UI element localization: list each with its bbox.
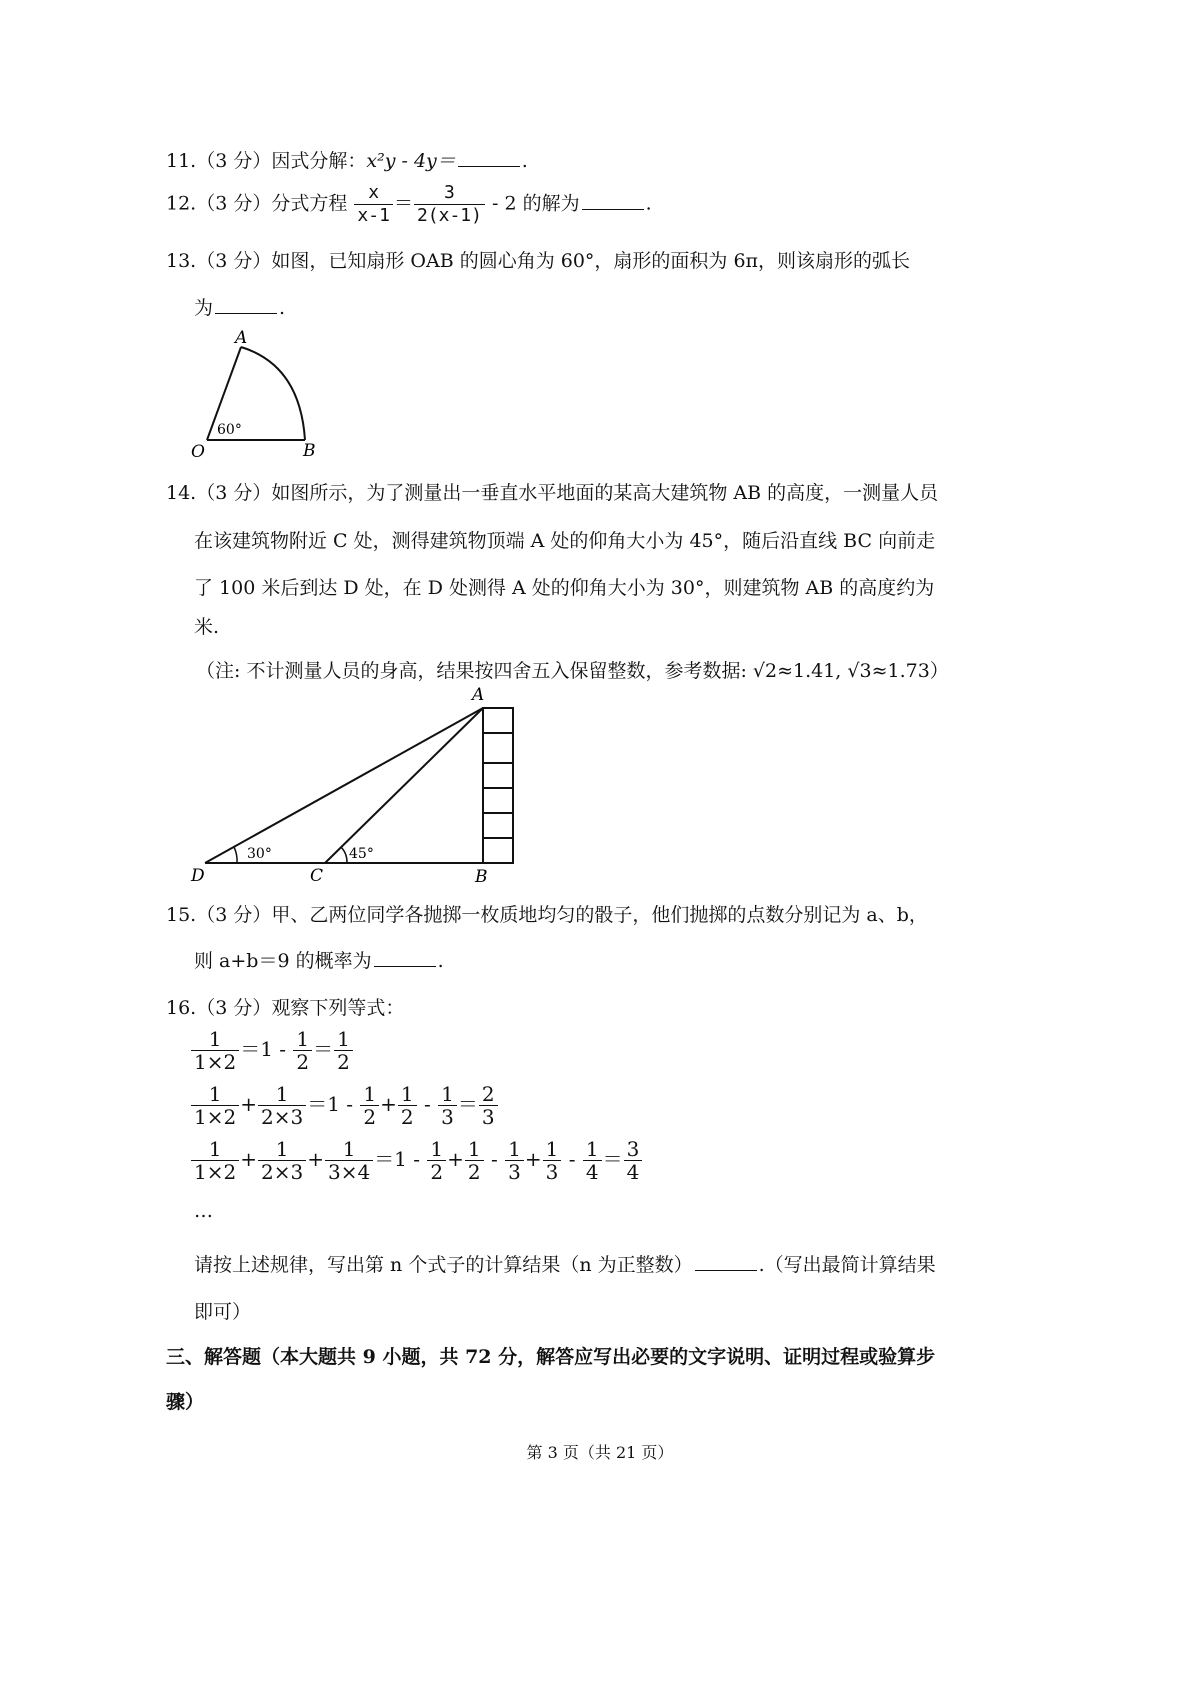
q13-sector-figure bbox=[185, 325, 325, 465]
q14-line3: 了 100 米后到达 D 处，在 D 处测得 A 处的仰角大小为 30°，则建筑物 AB 的高度约为 bbox=[194, 577, 935, 599]
q13-line1: 如图，已知扇形 OAB 的圆心角为 60°，扇形的面积为 6π，则该扇形的弧长 bbox=[271, 250, 911, 272]
question-16 bbox=[166, 993, 404, 1020]
q16-text: 观察下列等式： bbox=[271, 997, 405, 1019]
sector-arc bbox=[241, 347, 305, 440]
q12-answer-blank[interactable] bbox=[582, 191, 644, 210]
q14-line2: 在该建筑物附近 C 处，测得建筑物顶端 A 处的仰角大小为 45°，随后沿直线 BC 向前走 bbox=[194, 530, 936, 552]
q14-score: （3 分） bbox=[196, 482, 272, 504]
question-14 bbox=[166, 478, 938, 505]
q15-line2: 则 a+b＝9 的概率为 bbox=[194, 950, 372, 972]
question-11 bbox=[166, 146, 528, 173]
q14-line4: 米. bbox=[194, 616, 220, 638]
q11-text: 因式分解： bbox=[271, 150, 367, 172]
label-o: O bbox=[191, 442, 205, 462]
angle-30: 30° bbox=[247, 846, 272, 862]
question-15 bbox=[166, 900, 928, 927]
q16-number: 16. bbox=[166, 997, 197, 1019]
label-d: D bbox=[191, 866, 205, 886]
q16-line2: 即可） bbox=[194, 1301, 252, 1323]
line-da bbox=[205, 708, 483, 863]
q13-answer-blank[interactable] bbox=[215, 295, 277, 314]
q16-ellipsis: … bbox=[194, 1200, 213, 1222]
q16-answer-blank[interactable] bbox=[695, 1252, 757, 1271]
q11-answer-blank[interactable] bbox=[458, 148, 520, 167]
q15-answer-blank[interactable] bbox=[374, 948, 436, 967]
angle-arc-c bbox=[341, 847, 347, 863]
angle-45: 45° bbox=[349, 846, 374, 862]
q14-note: （注: 不计测量人员的身高，结果按四舍五入保留整数，参考数据: √2≈1.41, √3≈1.73） bbox=[196, 660, 949, 682]
q15-score: （3 分） bbox=[196, 904, 272, 926]
q12-fraction-left: $\frac{x}{x-1}$ bbox=[354, 182, 393, 227]
q12-equals: ＝ bbox=[393, 192, 413, 215]
q15-line1: 甲、乙两位同学各抛掷一枚质地均匀的骰子，他们抛掷的点数分别记为 a、b， bbox=[271, 904, 928, 926]
q16-line1-end: .（写出最简计算结果 bbox=[758, 1254, 936, 1276]
q14-number: 14. bbox=[166, 482, 197, 504]
page-footer: 第 3 页（共 21 页） bbox=[526, 1443, 674, 1462]
q11-expression: x²y - 4y＝ bbox=[366, 150, 456, 172]
q13-line2-wrap bbox=[194, 293, 285, 320]
q13-score: （3 分） bbox=[196, 250, 272, 272]
section3-heading-cont: 骤） bbox=[166, 1391, 205, 1413]
label-c: C bbox=[310, 866, 324, 886]
question-13 bbox=[166, 246, 910, 273]
label-a: A bbox=[472, 685, 485, 705]
q12-number: 12. bbox=[166, 192, 197, 215]
q12-tail: - 2 的解为 bbox=[492, 192, 580, 215]
building bbox=[483, 708, 513, 863]
question-12 bbox=[166, 182, 652, 227]
q16-score: （3 分） bbox=[196, 997, 272, 1019]
q11-score: （3 分） bbox=[196, 150, 272, 172]
q12-text: 分式方程 bbox=[271, 192, 348, 215]
q16-instruction bbox=[194, 1250, 936, 1277]
line-ca bbox=[325, 708, 483, 863]
q15-end: . bbox=[437, 950, 444, 972]
q13-line2: 为 bbox=[194, 297, 214, 319]
label-b: B bbox=[303, 441, 316, 461]
q13-end: . bbox=[279, 297, 286, 319]
q11-end: . bbox=[521, 150, 528, 172]
q14-building-figure bbox=[185, 683, 530, 888]
section3-heading: 三、解答题（本大题共 9 小题，共 72 分，解答应写出必要的文字说明、证明过程或验算步 bbox=[166, 1346, 936, 1368]
label-b: B bbox=[475, 867, 488, 887]
angle-arc-d bbox=[234, 847, 237, 863]
q11-number: 11. bbox=[166, 150, 197, 172]
q16-equation-2: $\frac{1}{1\times 2}$ + $\frac{1}{2\times 3}$ ＝1 - $\frac{1}{2}$ + $\frac{1}{2}$ - $\frac{1}{3}$ ＝ $\frac{2}{3}$ bbox=[190, 1083, 499, 1128]
q13-number: 13. bbox=[166, 250, 197, 272]
q15-line2-wrap bbox=[194, 946, 444, 973]
q14-line1: 如图所示，为了测量出一垂直水平地面的某高大建筑物 AB 的高度，一测量人员 bbox=[271, 482, 939, 504]
q16-equation-3: $\frac{1}{1\times 2}$ + $\frac{1}{2\times 3}$ + $\frac{1}{3\times 4}$ ＝1 - $\frac{1}{2}$ + $\frac{1}{2}$ - $\frac{1}{3}$ + $\frac{1}{3}$ - $\frac{1}{4}$ ＝ $\frac{3}{4}$ bbox=[190, 1138, 643, 1183]
angle-60: 60° bbox=[217, 422, 242, 438]
q15-number: 15. bbox=[166, 904, 197, 926]
q16-equation-1: $\frac{1}{1\times 2}$ ＝1 - $\frac{1}{2}$ ＝ $\frac{1}{2}$ bbox=[190, 1028, 354, 1073]
q16-line1: 请按上述规律，写出第 n 个式子的计算结果（n 为正整数） bbox=[194, 1254, 693, 1276]
q12-fraction-right: $\frac{3}{2(x-1)}$ bbox=[414, 182, 485, 227]
label-a: A bbox=[235, 328, 248, 348]
q12-score: （3 分） bbox=[196, 192, 272, 215]
q12-end: . bbox=[645, 192, 652, 215]
